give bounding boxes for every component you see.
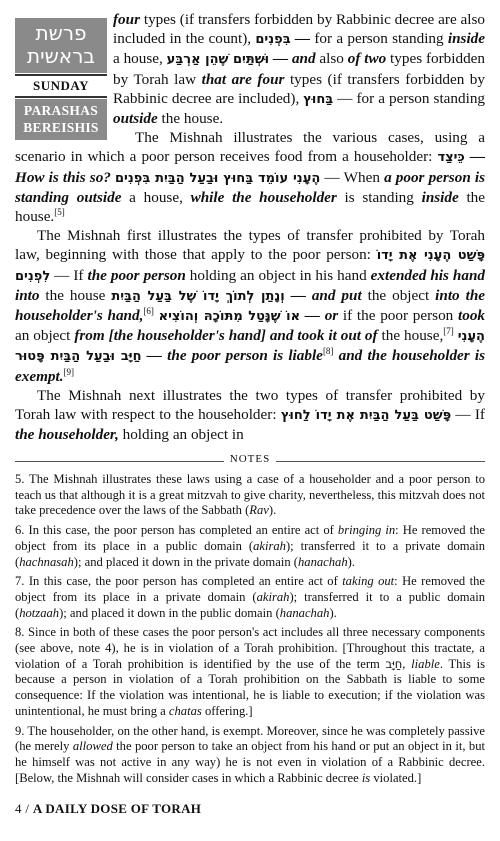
badge-english-line1: PARASHAS (23, 103, 99, 118)
badge-hebrew-line1: פרשת (35, 21, 87, 45)
paragraph: The Mishnah first illustrates the types of transfer prohibited by Torah law, beginning with those that apply to the poor person: פָּשַׁט הֶעָנִי אֶת יָדוֹ לִפְנִים — If the poor person holding an object in his hand extended his hand into the house וְנָתַן לְתוֹךְ יָדוֹ שֶׁל בַּעַל הַבַּיִת — and put the object into the householder's hand,[6] אוֹ שֶׁנָּטַל מִתּוֹכָהּ וְהוֹצִיא — or if the poor person took an object from [the householder's hand] and took it out of the house,[7] הֶעָנִי חַיָּב וּבַעַל הַבַּיִת פָּטוּר — the poor person is liable[8] and the householder is exempt.[9] (15, 227, 486, 385)
parasha-badge-hebrew (15, 18, 107, 73)
badge-english-line2: BEREISHIS (23, 120, 99, 135)
note: 7. In this case, the poor person has completed an entire act of taking out: He removed the object from its place in a private domain (akirah); transferred it to a public domain (hotzaah); and placed it down in the public domain (hanachah). (15, 574, 486, 620)
parasha-badge (15, 18, 107, 140)
notes-section (15, 472, 485, 790)
badge-hebrew-line2: בראשית (26, 44, 95, 68)
footer-separator: / (21, 801, 33, 816)
parasha-badge-english (15, 99, 107, 140)
badge-day: SUNDAY (15, 74, 107, 98)
paragraph: The Mishnah illustrates the various cases, using a scenario in which a poor person receives food from a householder: כֵּיצַד — How is this so? הֶעָנִי עוֹמֵד בַּחוּץ וּבַעַל הַבַּיִת בִּפְנִים — When a poor person is standing outside a house, while the householder is standing inside the house.[5] (15, 129, 486, 226)
notes-header: NOTES (224, 453, 276, 465)
paragraph: four types (if transfers forbidden by Rabbinic decree are also included in the count), בִּפְנִים — for a person standing inside a house, וּשְׁתַּיִם שֶׁהֵן אַרְבַּע — and also of two types forbidden by Torah law that are four types (if transfers forbidden by Rabbinic decree are included), בַּחוּץ — for a person standing outside the house. (113, 11, 486, 128)
note: 5. The Mishnah illustrates these laws using a case of a householder and a poor person to teach us that although it is a great mitzvah to give charity, nevertheless, this mitzvah does not take precedence over the laws of the Sabbath (Rav). (15, 472, 485, 518)
note: 6. In this case, the poor person has completed an entire act of bringing in: He removed the object from its place in a public domain (akirah); transferred it to a private domain (hachnasah); and placed it down in the private domain (hanachah). (15, 523, 486, 569)
note: 8. Since in both of these cases the poor person's act includes all three necessary components (see above, note 4), he is in violation of a Torah prohibition. [Throughout this tractate, a violation of a Torah prohibition is identified by the use of the term חַיָּב, liable. This is because a person in violation of a Torah prohibition on the Sabbath is liable to some consequence: If the violation was intentional, he is liable to execution; if the violation was unintentional, he must bring a chatas offering.] (15, 625, 485, 718)
book-title: A DAILY DOSE OF TORAH (32, 801, 202, 816)
note: 9. The householder, on the other hand, is exempt. Moreover, since he was completely passive (he merely allowed the poor person to take an object from his hand or put an object in it, but he himself was not active in any way) he is not even in violation of a Rabbinic decree. [Below, the Mishnah will consider cases in which a Rabbinic decree is violated.] (15, 723, 486, 785)
paragraph: The Mishnah next illustrates the two types of transfer prohibited by Torah law with respect to the householder: פָּשַׁט בַּעַל הַבַּיִת אֶת יָדוֹ לַחוּץ — If the householder, holding an object in (15, 386, 485, 444)
page-body (15, 10, 485, 444)
page-footer (15, 801, 201, 817)
page-number: 4 (15, 801, 22, 816)
notes-divider (15, 454, 485, 468)
